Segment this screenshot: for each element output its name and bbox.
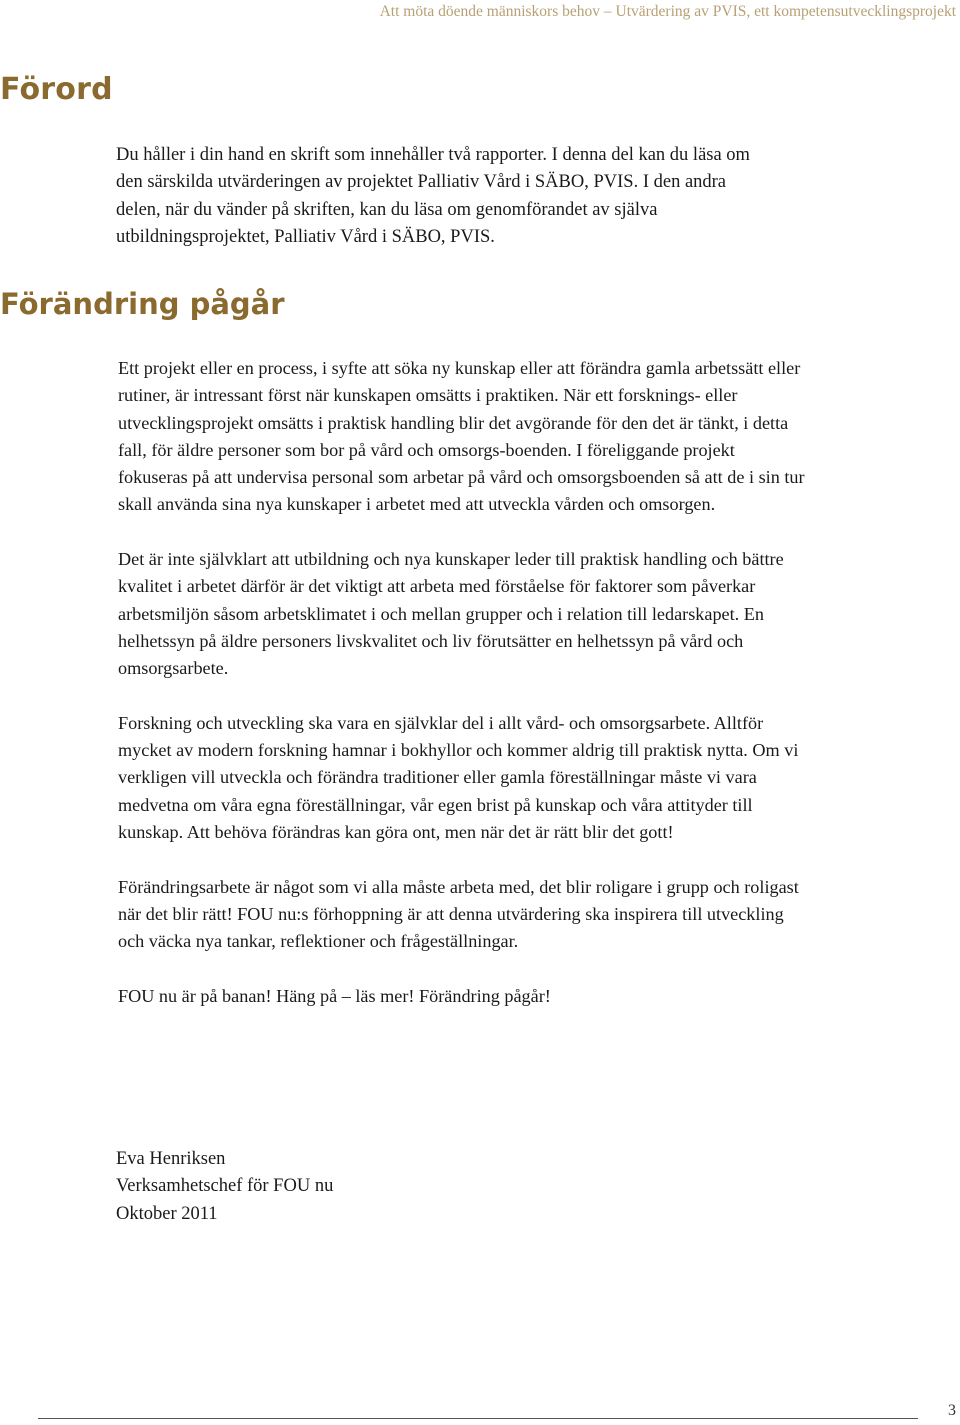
page-number: 3 (948, 1402, 956, 1419)
body-paragraph: Ett projekt eller en process, i syfte att söka ny kunskap eller att förändra gamla arbetssätt eller rutiner, är intressant först när kunskapen omsätts i praktiken. När ett forsknings- eller utvecklingsprojekt omsätts i praktisk handling blir det avgörande för den det är tänkt, i detta fall, för äldre personer som bor på vård och omsorgs-boenden. I föreliggande projekt fokuseras på att undervisa personal som arbetar på vård och omsorgsboenden så att de i sin tur skall använda sina nya kunskaper i arbetet med att utveckla vården och omsorgen. (118, 358, 805, 515)
body-paragraph: Det är inte självklart att utbildning och nya kunskaper leder till praktisk handling och bättre kvalitet i arbetet därför är det viktigt att arbeta med förståelse för faktorer som påverkar arbetsmiljön såsom arbetsklimatet i och mellan grupper och i relation till ledarskapet. En helhetssyn på äldre personers livskvalitet och liv förutsätter en helhetssyn på vård och omsorgsarbete. (118, 549, 784, 679)
footer-rule (38, 1418, 918, 1419)
body-paragraph: FOU nu är på banan! Häng på – läs mer! Förändring pågår! (118, 985, 551, 1006)
body-text (118, 355, 808, 1037)
section-title-forandring: Förändring pågår (0, 287, 285, 321)
signature-name: Eva Henriksen (116, 1149, 226, 1169)
signature-block (116, 1146, 333, 1228)
section-title-forord: Förord (0, 72, 113, 107)
signature-role: Verksamhetschef för FOU nu (116, 1176, 334, 1197)
intro-paragraph: Du håller i din hand en skrift som innehåller två rapporter. I denna del kan du läsa om den särskilda utvärderingen av projektet Palliativ Vård i SÄBO, PVIS. I den andra delen, när du vänder på skriften, kan du läsa om genomförandet av själva utbildningsprojektet, Palliativ Vård i SÄBO, PVIS. (116, 145, 750, 247)
body-paragraph: Förändringsarbete är något som vi alla måste arbeta med, det blir roligare i grupp och roligast när det blir rätt! FOU nu:s förhoppning är att denna utvärdering ska inspirera till utveckling och väcka nya tankar, reflektioner och frågeställningar. (118, 876, 799, 952)
signature-date: Oktober 2011 (116, 1203, 218, 1224)
body-paragraph: Forskning och utveckling ska vara en självklar del i allt vård- och omsorgsarbete. Alltför mycket av modern forskning hamnar i bokhyllor och kommer aldrig till praktisk nytta. Om vi verkligen vill utveckla och förändra traditioner eller gamla föreställningar måste vi vara medvetna om våra egna föreställningar, vår egen brist på kunskap och våra attityder till kunskap. Att behöva förändras kan göra ont, men när det är rätt blir det gott! (118, 712, 799, 843)
running-header: Att möta döende människors behov – Utvärdering av PVIS, ett kompetensutvecklingsprojekt (379, 3, 956, 20)
